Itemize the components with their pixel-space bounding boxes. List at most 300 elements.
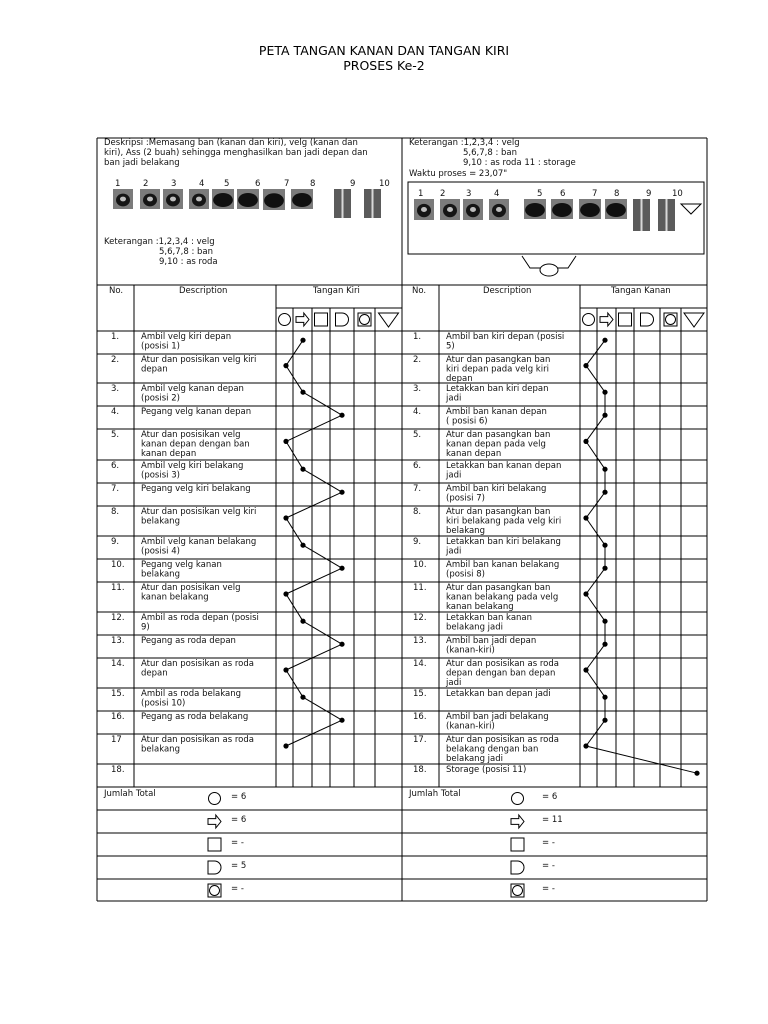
- flow-point: [602, 642, 607, 647]
- row-description-line: Atur dan pasangkan ban: [446, 355, 551, 365]
- delay-d-icon: [208, 861, 221, 874]
- left-part-number: 7: [284, 179, 290, 189]
- transport-arrow-icon: [600, 313, 613, 326]
- operation-circle-icon: [279, 314, 291, 326]
- row-description-line: Letakkan ban kanan: [446, 613, 533, 623]
- flow-line: [586, 518, 605, 545]
- row-number: 13.: [111, 636, 125, 646]
- axle-highlight: [372, 189, 374, 218]
- row-description-line: Storage (posisi 11): [446, 765, 527, 775]
- row-description-line: (kanan-kiri): [446, 721, 495, 732]
- rim-hub: [147, 197, 153, 202]
- flow-line: [303, 697, 342, 720]
- left-part-number: 8: [310, 179, 316, 189]
- row-number: 7.: [111, 484, 120, 494]
- total-label-left: Jumlah Total: [104, 789, 156, 799]
- row-number: 9.: [413, 537, 422, 547]
- row-description-line: Atur dan pasangkan ban: [446, 583, 551, 593]
- axle-highlight: [342, 189, 344, 218]
- left-description-line: kiri), Ass (2 buah) sehingga menghasilkan ban jadi depan dan: [104, 148, 368, 158]
- combined-circle-icon: [210, 886, 220, 896]
- left-part-image: [212, 189, 234, 209]
- row-number: 9.: [111, 537, 120, 547]
- row-description-line: Atur dan pasangkan ban: [446, 430, 551, 440]
- total-left-value: = -: [231, 838, 244, 848]
- row-description-line: kiri belakang pada velg kiri: [446, 516, 562, 527]
- flow-point: [602, 619, 607, 624]
- flow-line: [286, 492, 342, 518]
- right-part-number: 8: [614, 189, 620, 199]
- row-number: 6.: [111, 461, 120, 471]
- total-right-value: = 11: [542, 815, 563, 825]
- total-left-transport-arrow-icon: [208, 815, 221, 828]
- combined-circle-icon: [666, 315, 676, 325]
- flow-point: [602, 566, 607, 571]
- flow-line: [286, 594, 303, 621]
- row-number: 11.: [111, 583, 125, 593]
- row-number: 3.: [413, 384, 422, 394]
- right-part-number: 4: [494, 189, 500, 199]
- row-description-line: Atur dan posisikan as roda: [446, 659, 559, 669]
- row-description-line: Atur dan posisikan velg: [141, 583, 241, 593]
- header-no: No.: [412, 286, 427, 296]
- storage-triangle-icon: [684, 313, 704, 327]
- flow-point: [339, 490, 344, 495]
- flow-line: [586, 746, 697, 773]
- right-part-image: [579, 199, 601, 219]
- row-description-line: Ambil as roda belakang: [141, 689, 242, 699]
- flow-point: [583, 515, 588, 520]
- tire-shape: [238, 193, 258, 207]
- left-part-image: [140, 189, 160, 209]
- header-combined-circle-square-icon: [358, 313, 371, 326]
- left-keterangan-line: 5,6,7,8 : ban: [159, 247, 213, 257]
- inspection-square-icon: [208, 838, 221, 851]
- row-description-line: Atur dan posisikan as roda: [141, 735, 254, 745]
- tire-shape: [552, 203, 572, 217]
- page-subtitle: PROSES Ke-2: [343, 58, 425, 73]
- flow-line: [586, 594, 605, 621]
- flow-line: [586, 644, 605, 670]
- header-operation-circle-icon: [583, 314, 595, 326]
- flow-point: [300, 695, 305, 700]
- row-number: 18.: [111, 765, 125, 775]
- rim-hub: [496, 207, 502, 212]
- row-number: 4.: [111, 407, 120, 417]
- right-part-number: 5: [537, 189, 543, 199]
- row-description-line: Atur dan posisikan velg kiri: [141, 355, 257, 365]
- right-part-number: 10: [672, 189, 683, 199]
- right-part-image: [605, 199, 627, 219]
- row-description-line: depan: [141, 668, 168, 679]
- total-left-delay-d-icon: [208, 861, 221, 874]
- row-number: 16.: [111, 712, 125, 722]
- row-number: 6.: [413, 461, 422, 471]
- flow-line: [286, 644, 342, 670]
- total-right-value: = 6: [542, 792, 558, 802]
- row-number: 12.: [111, 613, 125, 623]
- right-part-image: [633, 199, 650, 231]
- flow-line: [586, 670, 605, 697]
- header-delay-d-icon: [336, 313, 349, 326]
- row-description-line: jadi: [446, 546, 462, 557]
- operation-circle-icon: [583, 314, 595, 326]
- flow-point: [283, 439, 288, 444]
- row-number: 2.: [111, 355, 120, 365]
- transport-arrow-icon: [208, 815, 221, 828]
- row-description-line: depan: [141, 364, 168, 375]
- row-number: 16.: [413, 712, 427, 722]
- right-part-image: [414, 199, 434, 220]
- flow-point: [283, 667, 288, 672]
- row-description-line: jadi: [446, 393, 462, 404]
- left-part-image: [263, 189, 285, 210]
- rim-hub: [447, 207, 453, 212]
- row-number: 17: [111, 735, 122, 745]
- flow-line: [286, 441, 303, 469]
- flow-point: [283, 591, 288, 596]
- row-description-line: ( posisi 6): [446, 416, 488, 427]
- flow-point: [583, 591, 588, 596]
- row-description-line: (posisi 8): [446, 569, 485, 580]
- flow-point: [602, 467, 607, 472]
- row-description-line: Pegang as roda depan: [141, 636, 236, 646]
- row-number: 12.: [413, 613, 427, 623]
- header-transport-arrow-icon: [600, 313, 613, 326]
- flow-line: [303, 621, 342, 644]
- flow-point: [339, 642, 344, 647]
- row-description-line: Letakkan ban kanan depan: [446, 461, 562, 471]
- operation-circle-icon: [209, 793, 221, 805]
- total-left-value: = 6: [231, 792, 247, 802]
- total-right-value: = -: [542, 861, 555, 871]
- flow-point: [602, 718, 607, 723]
- total-right-transport-arrow-icon: [511, 815, 524, 828]
- rim-hub: [120, 197, 126, 202]
- row-description-line: Ambil velg kanan depan: [141, 384, 244, 394]
- left-part-image: [291, 189, 313, 209]
- row-number: 3.: [111, 384, 120, 394]
- tire-shape: [606, 203, 626, 217]
- total-left-value: = 6: [231, 815, 247, 825]
- total-right-inspection-square-icon: [511, 838, 524, 851]
- inspection-square-icon: [315, 313, 328, 326]
- transport-arrow-icon: [511, 815, 524, 828]
- right-part-image: [551, 199, 573, 219]
- row-description-line: Atur dan posisikan velg: [141, 430, 241, 440]
- row-description-line: 5): [446, 341, 455, 352]
- right-part-image: [440, 199, 460, 220]
- row-number: 8.: [111, 507, 120, 517]
- row-description-line: Ambil ban kiri depan (posisi: [446, 332, 565, 342]
- row-description-line: kanan belakang: [141, 592, 209, 603]
- left-part-image: [113, 189, 133, 209]
- flow-line: [586, 415, 605, 441]
- row-description-line: jadi: [446, 678, 462, 688]
- left-part-number: 10: [379, 179, 390, 189]
- right-keterangan-line: 9,10 : as roda 11 : storage: [463, 158, 576, 168]
- row-description-line: kanan belakang: [446, 602, 514, 612]
- flow-point: [583, 743, 588, 748]
- rim-hub: [170, 197, 176, 202]
- row-description-line: Pegang as roda belakang: [141, 712, 249, 722]
- row-description-line: (posisi 3): [141, 470, 180, 481]
- row-description-line: belakang: [141, 569, 180, 580]
- row-description-line: Atur dan pasangkan ban: [446, 507, 551, 517]
- row-description-line: Ambil ban kanan depan: [446, 407, 547, 417]
- combined-circle-icon: [360, 315, 370, 325]
- row-description-line: Letakkan ban kiri depan: [446, 384, 549, 394]
- header-inspection-square-icon: [315, 313, 328, 326]
- left-part-number: 4: [199, 179, 205, 189]
- header-no: No.: [109, 286, 124, 296]
- flow-point: [339, 413, 344, 418]
- total-right-value: = -: [542, 884, 555, 894]
- right-part-number: 2: [440, 189, 446, 199]
- right-keterangan-line: Keterangan :1,2,3,4 : velg: [409, 138, 520, 148]
- row-description-line: depan: [446, 374, 473, 384]
- row-description-line: kiri depan pada velg kiri: [446, 364, 549, 375]
- flow-point: [602, 695, 607, 700]
- right-part-number: 6: [560, 189, 566, 199]
- header-inspection-square-icon: [619, 313, 632, 326]
- flow-line: [586, 720, 605, 746]
- header-storage-triangle-icon: [379, 313, 399, 327]
- row-description-line: Atur dan posisikan as roda: [141, 659, 254, 669]
- row-number: 1.: [413, 332, 422, 342]
- flow-point: [602, 413, 607, 418]
- header-description: Description: [179, 286, 228, 296]
- axle-highlight: [641, 199, 643, 231]
- total-left-inspection-square-icon: [208, 838, 221, 851]
- left-part-number: 3: [171, 179, 177, 189]
- flow-point: [300, 338, 305, 343]
- flow-point: [583, 363, 588, 368]
- flow-point: [694, 771, 699, 776]
- row-description-line: Ambil ban jadi belakang: [446, 712, 549, 722]
- left-part-number: 5: [224, 179, 230, 189]
- inspection-square-icon: [511, 838, 524, 851]
- row-description-line: belakang: [141, 516, 180, 527]
- header-description: Description: [483, 286, 532, 296]
- process-time: Waktu proses = 23,07": [409, 169, 508, 179]
- flow-point: [300, 467, 305, 472]
- row-description-line: Pegang velg kanan: [141, 560, 222, 570]
- row-description-line: jadi: [446, 470, 462, 481]
- delay-d-icon: [511, 861, 524, 874]
- row-number: 1.: [111, 332, 120, 342]
- row-description-line: (posisi 1): [141, 341, 180, 352]
- row-description-line: (posisi 7): [446, 493, 485, 504]
- flow-line: [586, 340, 605, 365]
- storage-triangle-icon: [681, 204, 701, 214]
- flow-line: [286, 720, 342, 746]
- row-description-line: Ambil ban kanan belakang: [446, 560, 560, 570]
- row-description-line: belakang jadi: [446, 754, 503, 764]
- flow-line: [286, 340, 303, 365]
- inspection-square-icon: [619, 313, 632, 326]
- flow-point: [583, 667, 588, 672]
- rim-hub: [421, 207, 427, 212]
- row-description-line: Ambil ban jadi depan: [446, 636, 537, 646]
- row-number: 18.: [413, 765, 427, 775]
- row-number: 5.: [111, 430, 120, 440]
- left-part-number: 6: [255, 179, 261, 189]
- rim-hub: [470, 207, 476, 212]
- rim-hub: [196, 197, 202, 202]
- row-description-line: Atur dan posisikan velg kiri: [141, 507, 257, 517]
- right-part-number: 3: [466, 189, 472, 199]
- row-description-line: kanan depan: [446, 449, 502, 459]
- page-title: PETA TANGAN KANAN DAN TANGAN KIRI: [258, 43, 510, 58]
- flow-point: [602, 543, 607, 548]
- flow-line: [303, 545, 342, 568]
- header-storage-triangle-icon: [684, 313, 704, 327]
- total-left-operation-circle-icon: [209, 793, 221, 805]
- row-number: 13.: [413, 636, 427, 646]
- row-description-line: kanan depan pada velg: [446, 439, 546, 450]
- row-number: 5.: [413, 430, 422, 440]
- row-description-line: belakang dengan ban: [446, 744, 539, 755]
- total-left-value: = 5: [231, 861, 247, 871]
- flow-line: [303, 469, 342, 492]
- operation-circle-icon: [512, 793, 524, 805]
- flow-point: [339, 566, 344, 571]
- right-part-image: [658, 199, 675, 231]
- total-label-right: Jumlah Total: [409, 789, 461, 799]
- row-number: 15.: [111, 689, 125, 699]
- tire-shape: [264, 193, 284, 208]
- total-right-value: = -: [542, 838, 555, 848]
- total-left-value: = -: [231, 884, 244, 894]
- header-delay-d-icon: [641, 313, 654, 326]
- header-transport-arrow-icon: [296, 313, 309, 326]
- row-number: 7.: [413, 484, 422, 494]
- row-description-line: belakang jadi: [446, 622, 503, 633]
- left-part-image: [334, 189, 351, 218]
- row-description-line: 9): [141, 622, 150, 633]
- flow-line: [286, 518, 303, 545]
- row-description-line: (posisi 2): [141, 393, 180, 404]
- row-description-line: Letakkan ban kiri belakang: [446, 537, 561, 547]
- storage-triangle-icon: [379, 313, 399, 327]
- row-number: 17.: [413, 735, 427, 745]
- total-right-delay-d-icon: [511, 861, 524, 874]
- left-description-line: Deskripsi :Memasang ban (kanan dan kiri), velg (kanan dan: [104, 138, 358, 148]
- flow-line: [586, 441, 605, 469]
- row-description-line: Pegang velg kanan depan: [141, 407, 252, 417]
- row-description-line: Ambil velg kiri belakang: [141, 461, 244, 471]
- flow-point: [300, 619, 305, 624]
- row-description-line: Pegang velg kiri belakang: [141, 484, 251, 494]
- row-description-line: Ambil velg kanan belakang: [141, 537, 257, 547]
- row-number: 15.: [413, 689, 427, 699]
- row-number: 14.: [413, 659, 427, 669]
- total-right-combined-circle-square-icon: [511, 884, 524, 897]
- flow-point: [339, 718, 344, 723]
- left-description-line: ban jadi belakang: [104, 158, 180, 168]
- delay-d-icon: [641, 313, 654, 326]
- header-left-hand: Tangan Kiri: [313, 286, 360, 296]
- right-keterangan-line: 5,6,7,8 : ban: [463, 148, 517, 158]
- left-part-number: 9: [350, 179, 356, 189]
- flow-point: [300, 543, 305, 548]
- row-description-line: Ambil velg kiri depan: [141, 332, 232, 342]
- row-number: 2.: [413, 355, 422, 365]
- operator-icon: [540, 264, 558, 276]
- tire-shape: [580, 203, 600, 217]
- left-part-image: [364, 189, 381, 218]
- header-operation-circle-icon: [279, 314, 291, 326]
- right-part-image: [489, 199, 509, 220]
- flow-point: [283, 743, 288, 748]
- row-description-line: kanan depan: [141, 449, 197, 459]
- row-number: 4.: [413, 407, 422, 417]
- row-description-line: Letakkan ban depan jadi: [446, 689, 551, 699]
- right-part-number: 7: [592, 189, 598, 199]
- row-description-line: Atur dan posisikan as roda: [446, 735, 559, 745]
- flow-point: [283, 515, 288, 520]
- flow-line: [303, 392, 342, 415]
- flow-point: [602, 490, 607, 495]
- flow-point: [583, 439, 588, 444]
- flow-line: [286, 568, 342, 594]
- total-right-operation-circle-icon: [512, 793, 524, 805]
- left-part-number: 1: [115, 179, 121, 189]
- flow-line: [286, 670, 303, 697]
- row-description-line: kanan belakang pada velg: [446, 592, 559, 603]
- combined-circle-icon: [513, 886, 523, 896]
- left-keterangan-line: Keterangan :1,2,3,4 : velg: [104, 237, 215, 247]
- flow-point: [300, 390, 305, 395]
- flow-line: [286, 366, 303, 393]
- row-description-line: kanan depan dengan ban: [141, 439, 250, 450]
- left-keterangan-line: 9,10 : as roda: [159, 257, 218, 267]
- row-number: 10.: [111, 560, 125, 570]
- header-right-hand: Tangan Kanan: [611, 286, 671, 296]
- row-description-line: (posisi 4): [141, 546, 180, 557]
- row-number: 10.: [413, 560, 427, 570]
- row-description-line: belakang: [446, 526, 485, 536]
- left-part-number: 2: [143, 179, 149, 189]
- flow-line: [586, 366, 605, 393]
- flow-line: [586, 568, 605, 594]
- left-part-image: [163, 189, 183, 209]
- delay-d-icon: [336, 313, 349, 326]
- right-part-image: [524, 199, 546, 219]
- flow-line: [586, 492, 605, 518]
- row-description-line: (kanan-kiri): [446, 645, 495, 656]
- flow-point: [602, 338, 607, 343]
- row-number: 11.: [413, 583, 427, 593]
- tire-shape: [525, 203, 545, 217]
- right-part-number: 9: [646, 189, 652, 199]
- row-description-line: (posisi 10): [141, 698, 186, 709]
- right-part-image: [463, 199, 483, 220]
- row-description-line: belakang: [141, 744, 180, 755]
- right-part-number: 1: [418, 189, 424, 199]
- row-number: 14.: [111, 659, 125, 669]
- row-description-line: depan dengan ban depan: [446, 668, 556, 679]
- row-description-line: Ambil ban kiri belakang: [446, 484, 547, 494]
- row-number: 8.: [413, 507, 422, 517]
- left-part-image: [189, 189, 209, 209]
- header-combined-circle-square-icon: [664, 313, 677, 326]
- tire-shape: [292, 193, 312, 207]
- transport-arrow-icon: [296, 313, 309, 326]
- left-part-image: [237, 189, 259, 209]
- total-left-combined-circle-square-icon: [208, 884, 221, 897]
